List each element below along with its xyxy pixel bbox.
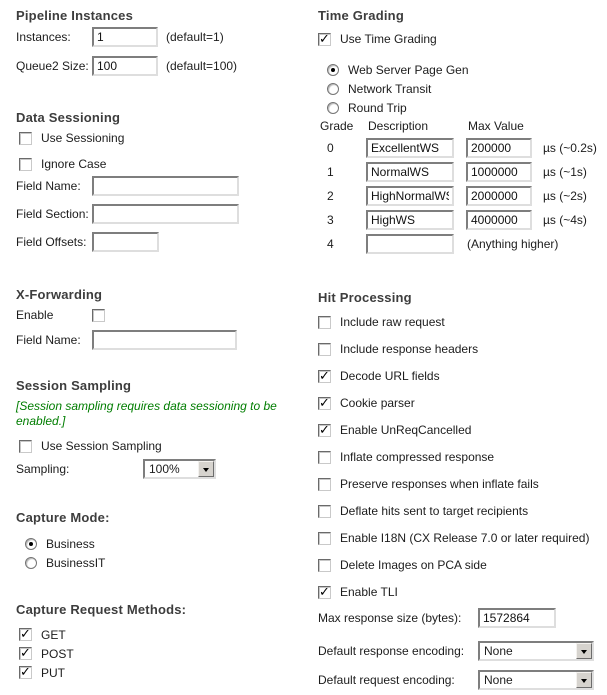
round-trip-row <box>327 99 607 116</box>
delete-images-pca-checkbox[interactable] <box>318 559 331 572</box>
decode-url-fields-label: Decode URL fields <box>340 369 440 383</box>
capture-request-methods-title: Capture Request Methods: <box>16 602 187 617</box>
method-get-row <box>19 626 308 643</box>
ignore-case-row <box>19 155 308 173</box>
description-header: Description <box>368 119 429 133</box>
web-server-page-gen-label: Web Server Page Gen <box>348 62 469 77</box>
enable-i18n-label: Enable I18N (CX Release 7.0 or later required) <box>340 531 590 545</box>
section-session-sampling <box>16 378 308 479</box>
default-response-encoding-label: Default response encoding: <box>318 644 465 658</box>
preserve-responses-row <box>318 475 607 493</box>
session-sampling-note: [Session sampling requires data sessioning to be enabled.] <box>16 399 277 428</box>
business-label: Business <box>46 536 95 551</box>
hit-processing-options <box>318 313 607 601</box>
grade-4-unit: (Anything higher) <box>467 237 559 251</box>
capture-mode-businessit-row <box>25 554 308 571</box>
x-forwarding-title: X-Forwarding <box>16 287 103 302</box>
preserve-responses-label: Preserve responses when inflate fails <box>340 477 539 491</box>
grade-1-max-value-input[interactable] <box>466 162 532 182</box>
grade-0-max-value-input[interactable] <box>466 138 532 158</box>
field-section-row <box>16 204 308 224</box>
post-checkbox[interactable] <box>19 647 32 660</box>
get-checkbox[interactable] <box>19 628 32 641</box>
pipeline-instances-title: Pipeline Instances <box>16 8 134 23</box>
business-radio[interactable] <box>25 538 37 550</box>
use-time-grading-label: Use Time Grading <box>340 32 437 46</box>
session-sampling-title: Session Sampling <box>16 378 132 393</box>
web-server-page-gen-radio[interactable] <box>327 64 339 76</box>
field-section-label: Field Section: <box>16 207 89 221</box>
web-server-page-gen-row <box>327 61 607 78</box>
inflate-compressed-response-row <box>318 448 607 466</box>
field-offsets-input[interactable] <box>92 232 159 252</box>
instances-label: Instances: <box>16 30 71 44</box>
delete-images-pca-label: Delete Images on PCA side <box>340 558 487 572</box>
get-label: GET <box>41 627 66 642</box>
max-value-header: Max Value <box>468 119 524 133</box>
round-trip-label: Round Trip <box>348 100 407 115</box>
capture-mode-business-row <box>25 535 308 552</box>
default-request-encoding-label: Default request encoding: <box>318 673 455 687</box>
hit-processing-title: Hit Processing <box>318 290 412 305</box>
method-post-row <box>19 645 308 662</box>
network-transit-label: Network Transit <box>348 81 432 96</box>
chevron-down-icon <box>198 461 214 477</box>
grade-2-max-value-input[interactable] <box>466 186 532 206</box>
decode-url-fields-checkbox[interactable] <box>318 370 331 383</box>
enable-unreqcancelled-label: Enable UnReqCancelled <box>340 423 472 437</box>
default-request-encoding-value: None <box>484 673 513 687</box>
grade-0-unit: µs (~0.2s) <box>543 141 597 155</box>
inflate-compressed-response-checkbox[interactable] <box>318 451 331 464</box>
use-session-sampling-checkbox[interactable] <box>19 440 32 453</box>
include-response-headers-row <box>318 340 607 358</box>
businessit-label: BusinessIT <box>46 555 106 570</box>
enable-tli-checkbox[interactable] <box>318 586 331 599</box>
include-raw-request-checkbox[interactable] <box>318 316 331 329</box>
x-forwarding-enable-checkbox[interactable] <box>92 309 105 322</box>
include-response-headers-checkbox[interactable] <box>318 343 331 356</box>
queue2-size-label: Queue2 Size: <box>16 59 89 73</box>
field-section-input[interactable] <box>92 204 239 224</box>
deflate-hits-checkbox[interactable] <box>318 505 331 518</box>
sampling-row <box>16 459 308 479</box>
include-raw-request-row <box>318 313 607 331</box>
instances-row <box>16 27 308 47</box>
sampling-select[interactable] <box>143 459 216 479</box>
include-response-headers-label: Include response headers <box>340 342 479 356</box>
deflate-hits-row <box>318 502 607 520</box>
put-checkbox[interactable] <box>19 666 32 679</box>
capture-mode-title: Capture Mode: <box>16 510 110 525</box>
field-name-row <box>16 176 308 196</box>
max-response-size-label: Max response size (bytes): <box>318 611 462 625</box>
delete-images-pca-row <box>318 556 607 574</box>
ignore-case-label: Ignore Case <box>41 157 107 171</box>
deflate-hits-label: Deflate hits sent to target recipients <box>340 504 529 518</box>
default-request-encoding-row <box>318 670 607 690</box>
max-response-size-input[interactable] <box>478 608 556 628</box>
queue2-size-row <box>16 56 308 76</box>
grade-2-unit: µs (~2s) <box>543 189 587 203</box>
chevron-down-icon <box>576 672 592 688</box>
grade-1: 1 <box>327 165 334 179</box>
section-time-grading <box>318 8 607 254</box>
method-put-row <box>19 664 308 681</box>
use-sessioning-checkbox[interactable] <box>19 132 32 145</box>
x-forwarding-field-name-row <box>16 330 308 350</box>
default-response-encoding-value: None <box>484 644 513 658</box>
instances-input[interactable] <box>92 27 158 47</box>
section-hit-processing <box>318 290 607 690</box>
inflate-compressed-response-label: Inflate compressed response <box>340 450 495 464</box>
default-request-encoding-select[interactable] <box>478 670 594 690</box>
grade-0-description-input[interactable] <box>366 138 454 158</box>
grade-table <box>318 118 607 254</box>
x-forwarding-field-name-input[interactable] <box>92 330 237 350</box>
section-capture-request-methods <box>16 602 308 681</box>
section-capture-mode <box>16 510 308 571</box>
grade-3-description-input[interactable] <box>366 210 454 230</box>
x-forwarding-enable-label: Enable <box>16 308 54 322</box>
time-grading-title: Time Grading <box>318 8 404 23</box>
left-column <box>16 0 308 681</box>
round-trip-radio[interactable] <box>327 102 339 114</box>
businessit-radio[interactable] <box>25 557 37 569</box>
network-transit-radio[interactable] <box>327 83 339 95</box>
right-column <box>318 0 607 690</box>
enable-unreqcancelled-checkbox[interactable] <box>318 424 331 437</box>
data-sessioning-title: Data Sessioning <box>16 110 121 125</box>
section-pipeline-instances <box>16 8 308 76</box>
x-forwarding-field-name-label: Field Name: <box>16 333 81 347</box>
enable-tli-label: Enable TLI <box>340 585 398 599</box>
use-session-sampling-row <box>19 437 308 455</box>
grade-1-description-input[interactable] <box>366 162 454 182</box>
grade-0: 0 <box>327 141 334 155</box>
enable-i18n-checkbox[interactable] <box>318 532 331 545</box>
use-sessioning-label: Use Sessioning <box>41 131 125 145</box>
grade-2-description-input[interactable] <box>366 186 454 206</box>
preserve-responses-checkbox[interactable] <box>318 478 331 491</box>
decode-url-fields-row <box>318 367 607 385</box>
ignore-case-checkbox[interactable] <box>19 158 32 171</box>
grade-3: 3 <box>327 213 334 227</box>
use-time-grading-row <box>318 30 607 48</box>
section-data-sessioning <box>16 110 308 252</box>
network-transit-row <box>327 80 607 97</box>
default-response-encoding-row <box>318 641 607 661</box>
sampling-label: Sampling: <box>16 462 70 476</box>
instances-default-hint: (default=1) <box>166 30 224 44</box>
enable-unreqcancelled-row <box>318 421 607 439</box>
grade-4-description-input[interactable] <box>366 234 454 254</box>
section-x-forwarding <box>16 287 308 350</box>
enable-i18n-row <box>318 529 607 547</box>
include-raw-request-label: Include raw request <box>340 315 445 329</box>
field-offsets-row <box>16 232 308 252</box>
grade-3-unit: µs (~4s) <box>543 213 587 227</box>
use-sessioning-row <box>19 129 308 147</box>
unit-header-spacer <box>542 118 607 134</box>
field-name-input[interactable] <box>92 176 239 196</box>
sampling-select-value: 100% <box>149 462 180 476</box>
cookie-parser-checkbox[interactable] <box>318 397 331 410</box>
grade-4: 4 <box>327 237 334 251</box>
grade-2: 2 <box>327 189 334 203</box>
grade-1-unit: µs (~1s) <box>543 165 587 179</box>
chevron-down-icon <box>576 643 592 659</box>
cookie-parser-label: Cookie parser <box>340 396 415 410</box>
use-time-grading-checkbox[interactable] <box>318 33 331 46</box>
default-response-encoding-select[interactable] <box>478 641 594 661</box>
queue2-size-default-hint: (default=100) <box>166 59 238 73</box>
field-offsets-label: Field Offsets: <box>16 235 87 249</box>
put-label: PUT <box>41 665 65 680</box>
max-response-size-row <box>318 608 607 628</box>
grade-header: Grade <box>320 119 354 133</box>
grade-3-max-value-input[interactable] <box>466 210 532 230</box>
enable-tli-row <box>318 583 607 601</box>
queue2-size-input[interactable] <box>92 56 158 76</box>
post-label: POST <box>41 646 74 661</box>
use-session-sampling-label: Use Session Sampling <box>41 439 162 453</box>
cookie-parser-row <box>318 394 607 412</box>
x-forwarding-enable-row <box>16 306 308 324</box>
field-name-label: Field Name: <box>16 179 81 193</box>
